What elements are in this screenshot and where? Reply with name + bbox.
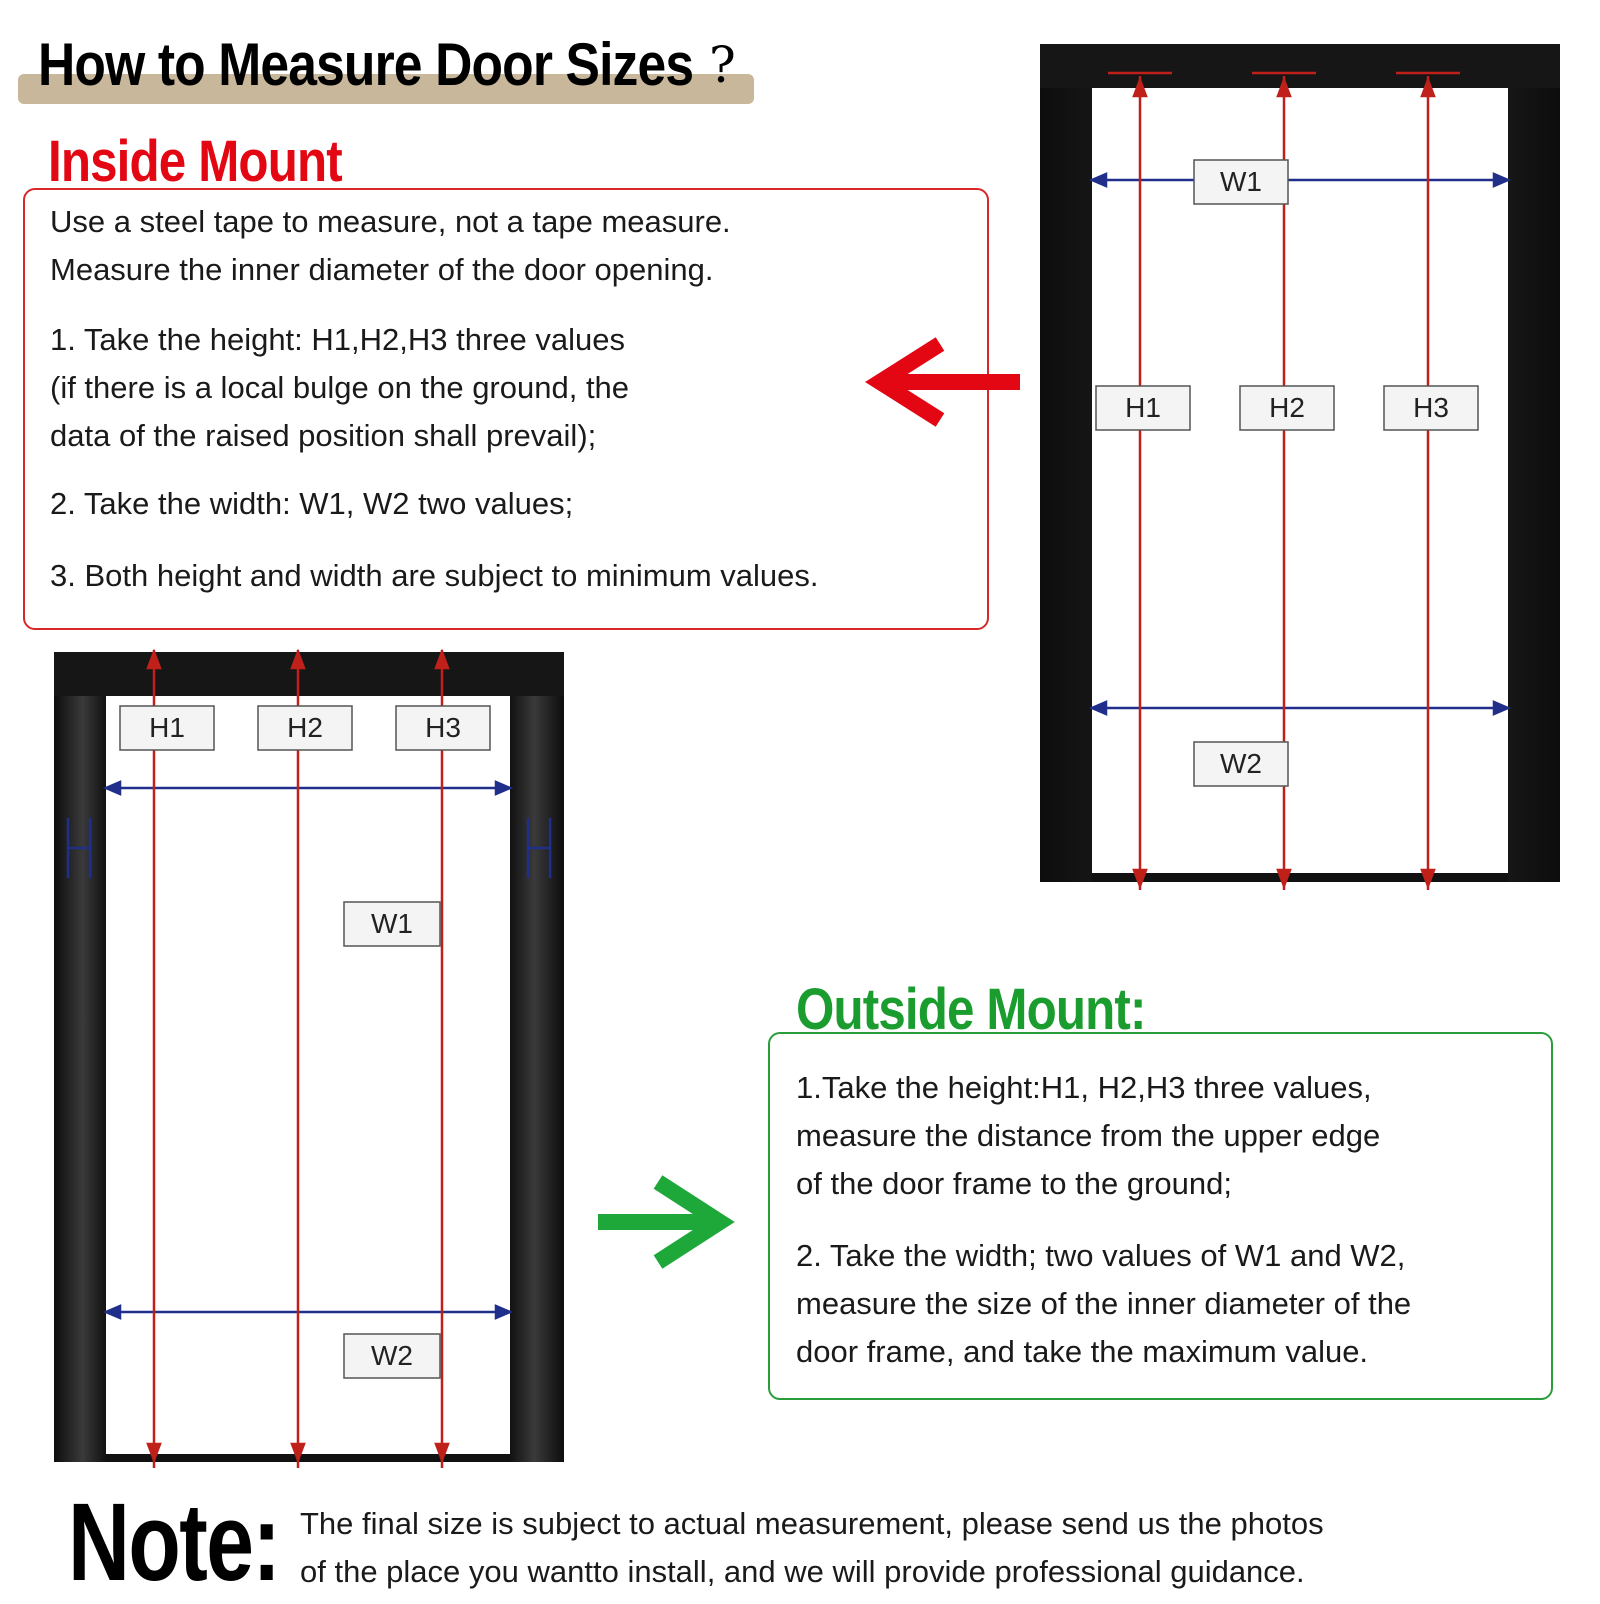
svg-text:H2: H2 xyxy=(1269,392,1305,423)
red-left-arrow-icon xyxy=(870,340,1020,430)
label-w1 xyxy=(344,902,440,946)
inside-step-1: 1. Take the height: H1,H2,H3 three values xyxy=(50,322,625,357)
inside-step-1-cont-b: data of the raised position shall prevail); xyxy=(50,418,597,453)
svg-text:H2: H2 xyxy=(287,712,323,743)
door-frame xyxy=(1040,44,1560,882)
label-w1 xyxy=(1194,160,1288,204)
outside-step-2-cont-a: measure the size of the inner diameter of the xyxy=(796,1286,1412,1321)
inside-line-2: Measure the inner diameter of the door opening. xyxy=(50,252,714,287)
label-h3 xyxy=(1384,386,1478,430)
svg-text:H3: H3 xyxy=(1413,392,1449,423)
label-h1 xyxy=(1096,386,1190,430)
page-title: How to Measure Door Sizes xyxy=(38,31,694,98)
inside-mount-heading: Inside Mount xyxy=(48,129,342,194)
outside-step-2: 2. Take the width; two values of W1 and W2, xyxy=(796,1238,1406,1273)
green-right-arrow-icon xyxy=(598,1178,738,1268)
svg-text:W2: W2 xyxy=(1220,748,1262,779)
outside-mount-heading: Outside Mount: xyxy=(796,977,1146,1042)
door-frame xyxy=(54,652,564,1462)
inside-step-1-cont-a: (if there is a local bulge on the ground, the xyxy=(50,370,630,405)
note-line-1: The final size is subject to actual measurement, please send us the photos xyxy=(300,1506,1324,1541)
inside-step-3: 3. Both height and width are subject to minimum values. xyxy=(50,558,819,593)
outside-mount-door-diagram xyxy=(54,648,564,1468)
svg-text:W1: W1 xyxy=(1220,166,1262,197)
outside-step-1-cont-a: measure the distance from the upper edge xyxy=(796,1118,1381,1153)
svg-text:H3: H3 xyxy=(425,712,461,743)
inside-line-1: Use a steel tape to measure, not a tape measure. xyxy=(50,204,731,239)
label-h2 xyxy=(1240,386,1334,430)
inside-mount-door-diagram xyxy=(1040,40,1560,880)
svg-text:W2: W2 xyxy=(371,1340,413,1371)
title-question-mark: ? xyxy=(709,36,736,94)
label-w2 xyxy=(1194,742,1288,786)
label-h1 xyxy=(120,706,214,750)
note-line-2: of the place you wantto install, and we will provide professional guidance. xyxy=(300,1554,1305,1589)
svg-text:H1: H1 xyxy=(149,712,185,743)
note-label: Note: xyxy=(68,1481,280,1604)
label-h2 xyxy=(258,706,352,750)
outside-step-2-cont-b: door frame, and take the maximum value. xyxy=(796,1334,1369,1369)
outside-step-1-cont-b: of the door frame to the ground; xyxy=(796,1166,1232,1201)
inside-step-2: 2. Take the width: W1, W2 two values; xyxy=(50,486,574,521)
outside-step-1: 1.Take the height:H1, H2,H3 three values, xyxy=(796,1070,1372,1105)
svg-text:H1: H1 xyxy=(1125,392,1161,423)
label-h3 xyxy=(396,706,490,750)
label-w2 xyxy=(344,1334,440,1378)
svg-text:W1: W1 xyxy=(371,908,413,939)
